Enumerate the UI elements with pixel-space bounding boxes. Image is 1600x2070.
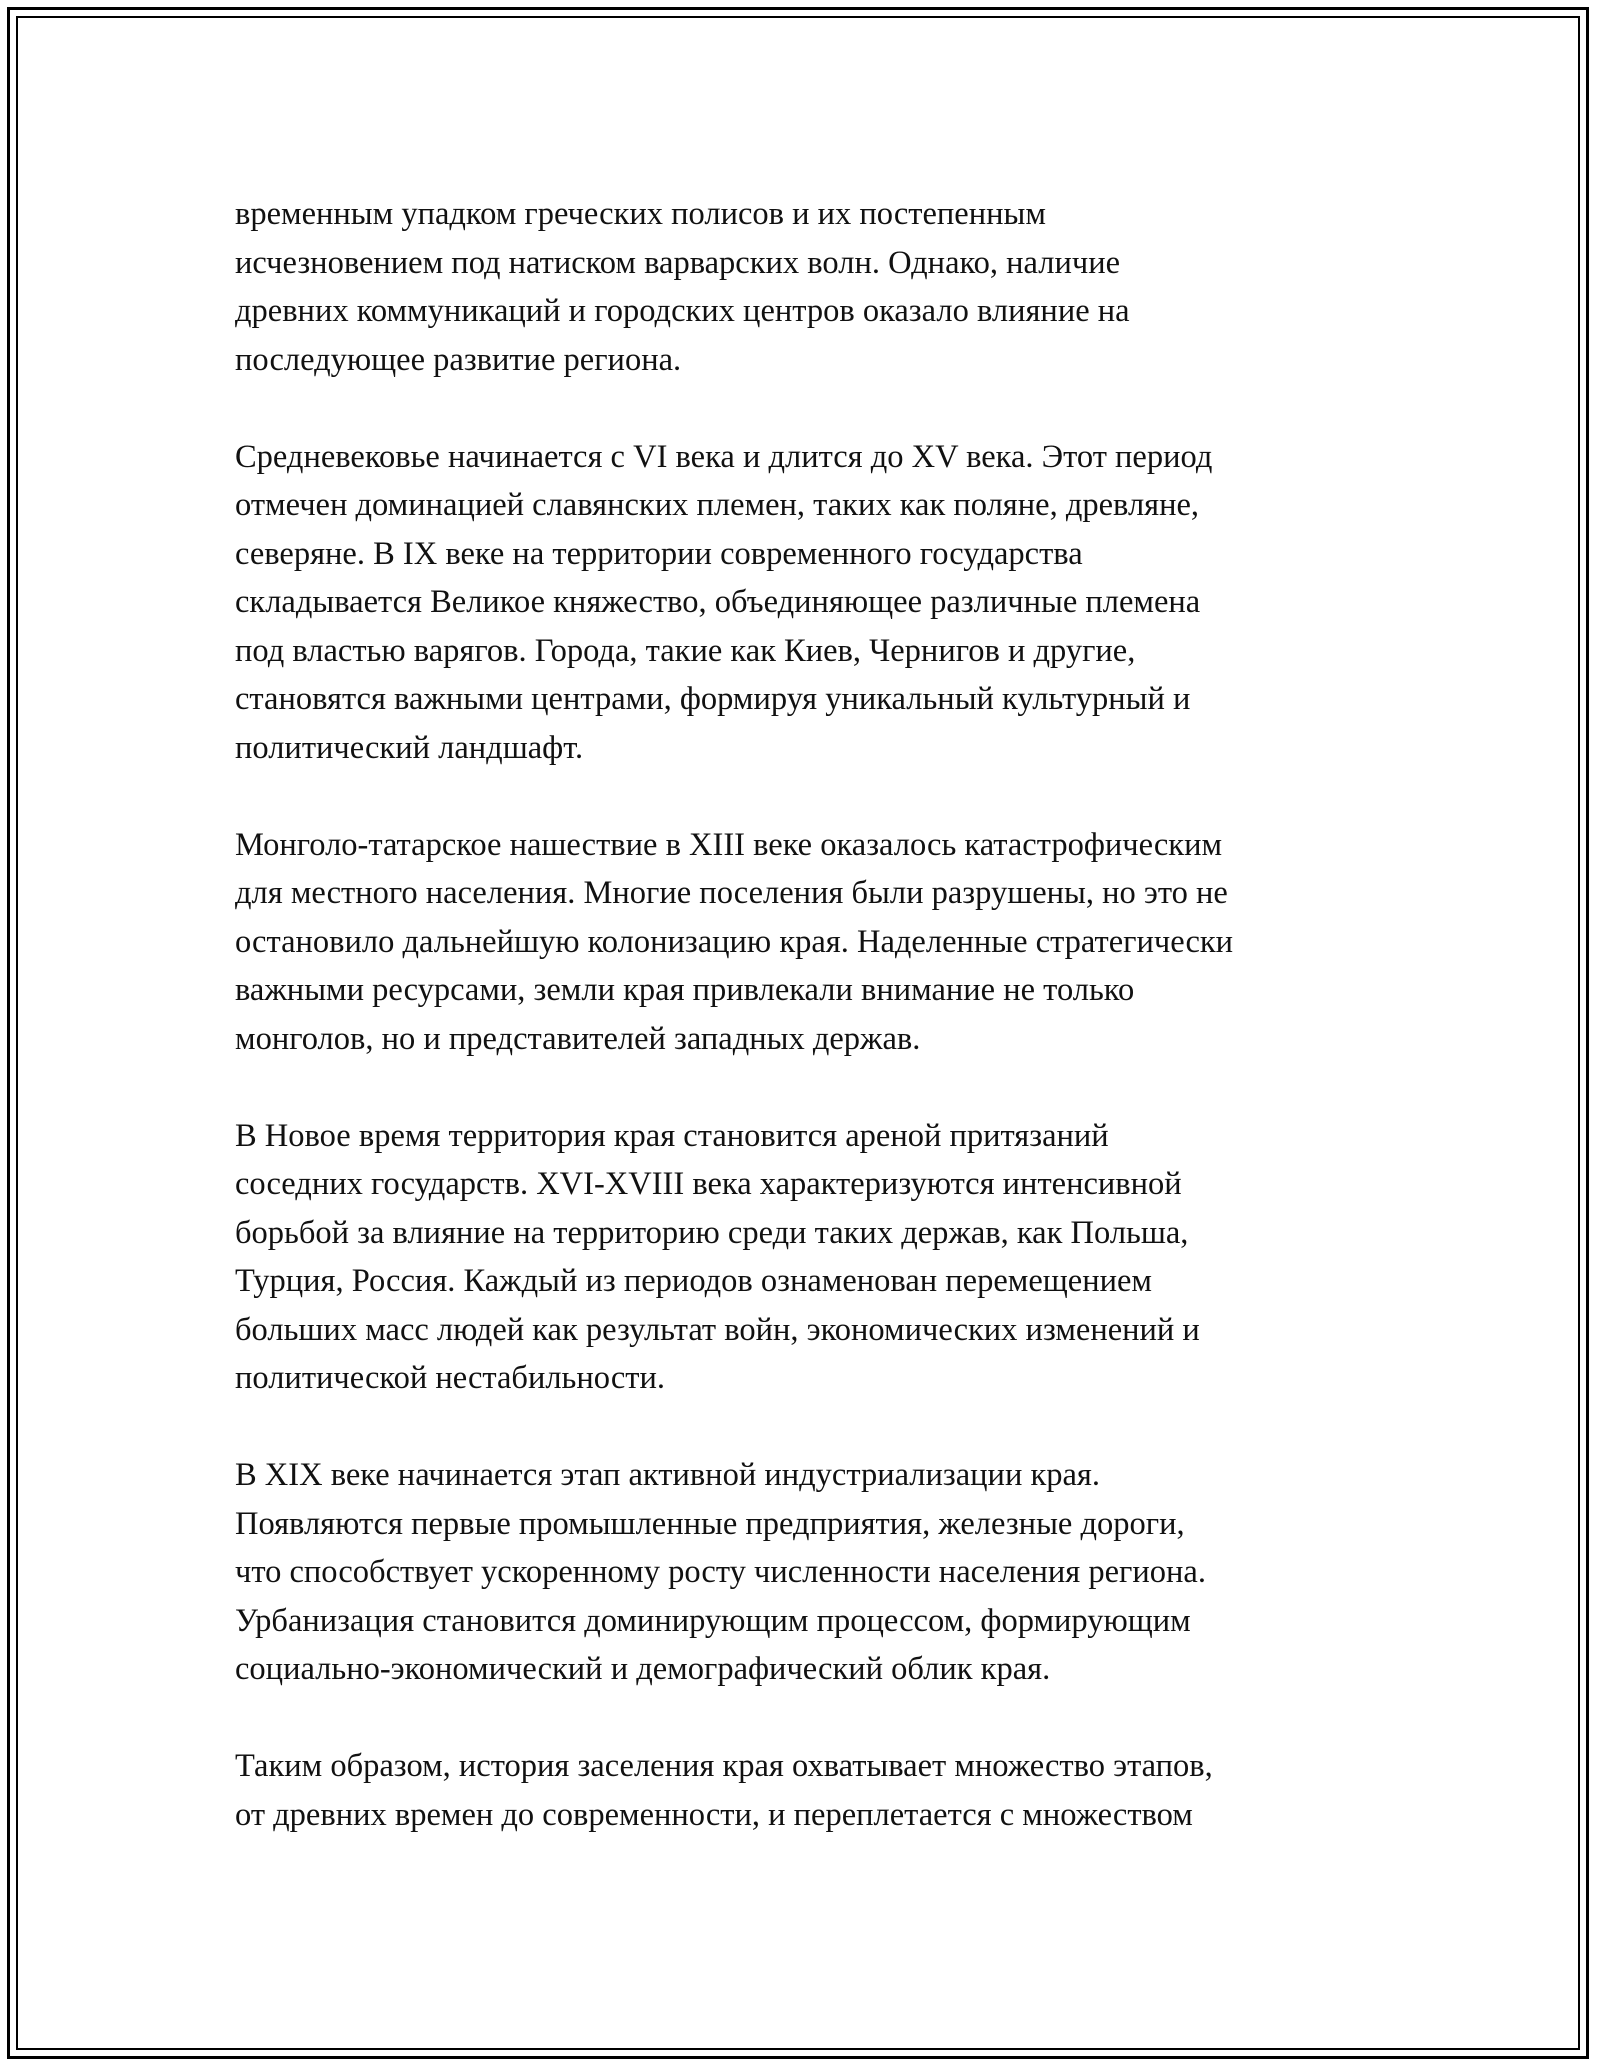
text-line: для местного населения. Многие поселения были разрушены, но это не bbox=[235, 875, 1228, 911]
paragraph-2 bbox=[235, 433, 1395, 773]
text-line: Турция, Россия. Каждый из периодов ознаменован перемещением bbox=[235, 1263, 1152, 1299]
text-line: Монголо-татарское нашествие в XIII веке оказалось катастрофическим bbox=[235, 826, 1223, 863]
text-line: В Новое время территория края становится ареной притязаний bbox=[235, 1117, 1109, 1154]
text-line: Таким образом, история заселения края охватывает множество этапов, bbox=[235, 1748, 1213, 1784]
text-line: от древних времен до современности, и переплетается с множеством bbox=[235, 1796, 1193, 1833]
text-line: соседних государств. XVI-XVIII века характеризуются интенсивной bbox=[235, 1166, 1182, 1202]
text-line: складывается Великое княжество, объединяющее различные племена bbox=[235, 584, 1201, 620]
text-line: больших масс людей как результат войн, экономических изменений и bbox=[235, 1311, 1200, 1348]
paragraph-6 bbox=[235, 1742, 1395, 1839]
text-line: временным упадком греческих полисов и их постепенным bbox=[235, 196, 1046, 232]
text-line: политической нестабильности. bbox=[235, 1360, 665, 1396]
text-line: Появляются первые промышленные предприятия, железные дороги, bbox=[235, 1505, 1185, 1542]
paragraph-3 bbox=[235, 821, 1395, 1064]
text-line: древних коммуникаций и городских центров оказало влияние на bbox=[235, 293, 1130, 329]
text-line: последующее развитие региона. bbox=[235, 341, 682, 378]
text-line: остановило дальнейшую колонизацию края. Наделенные стратегически bbox=[235, 923, 1234, 960]
paragraph-4 bbox=[235, 1112, 1395, 1403]
paragraph-5 bbox=[235, 1451, 1395, 1694]
text-line: северяне. В IX веке на территории современного государства bbox=[235, 535, 1083, 572]
text-line: борьбой за влияние на территорию среди таких держав, как Польша, bbox=[235, 1214, 1189, 1251]
text-line: социально-экономический и демографический облик края. bbox=[235, 1651, 1051, 1687]
text-line: Урбанизация становится доминирующим процессом, формирующим bbox=[235, 1602, 1191, 1639]
paragraph-1 bbox=[235, 190, 1395, 384]
text-line: отмечен доминацией славянских племен, таких как поляне, древляне, bbox=[235, 487, 1200, 523]
text-line: под властью варягов. Города, такие как Киев, Чернигов и другие, bbox=[235, 632, 1136, 669]
text-line: В XIX веке начинается этап активной индустриализации края. bbox=[235, 1457, 1101, 1493]
text-line: исчезновением под натиском варварских волн. Однако, наличие bbox=[235, 244, 1121, 281]
text-line: что способствует ускоренному росту численности населения региона. bbox=[235, 1554, 1206, 1590]
document-body bbox=[235, 190, 1395, 1888]
text-line: Средневековье начинается с VI века и длится до XV века. Этот период bbox=[235, 438, 1213, 475]
text-line: важными ресурсами, земли края привлекали внимание не только bbox=[235, 972, 1135, 1008]
text-line: монголов, но и представителей западных держав. bbox=[235, 1020, 921, 1057]
text-line: становятся важными центрами, формируя уникальный культурный и bbox=[235, 681, 1191, 717]
text-line: политический ландшафт. bbox=[235, 729, 584, 766]
